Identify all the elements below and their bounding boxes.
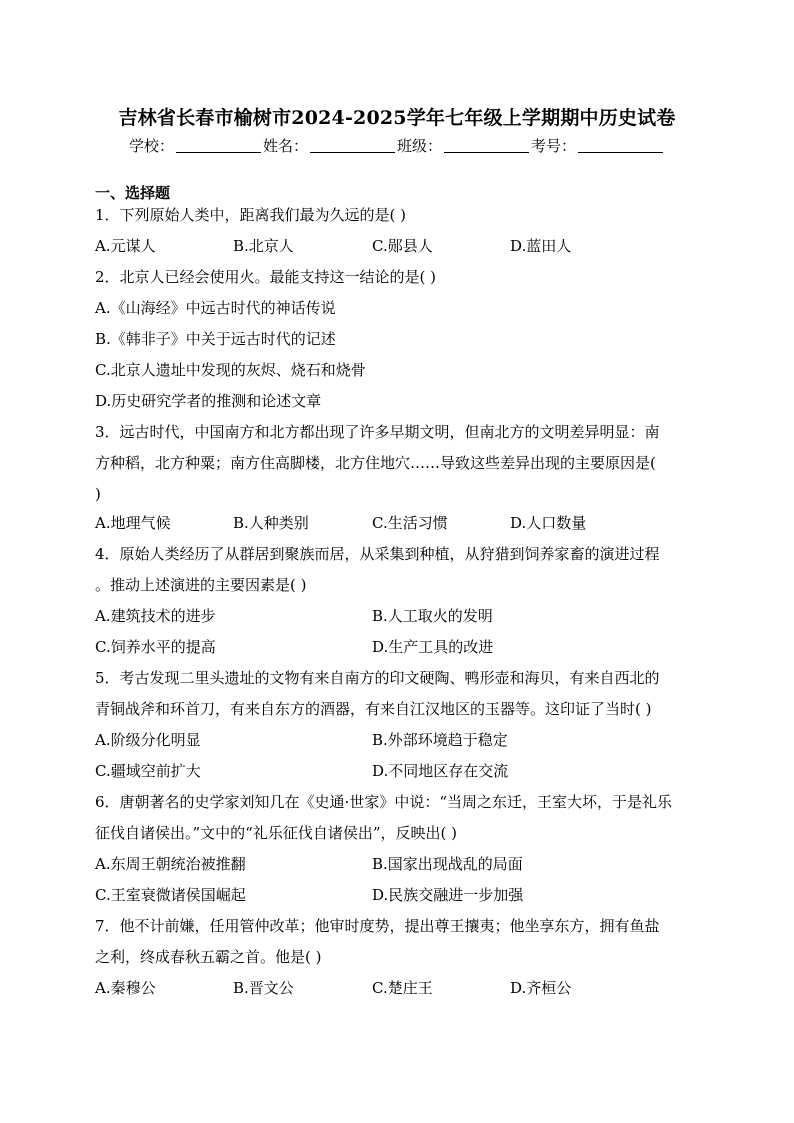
q6-option-b: B.国家出现战乱的局面 <box>372 855 523 873</box>
question-6-stem-line-1: 6．唐朝著名的史学家刘知几在《史通·世家》中说：“当周之东迁，王室大坏，于是礼乐 <box>95 793 672 811</box>
q4-option-c: C.饲养水平的提高 <box>95 638 216 656</box>
q5-option-b: B.外部环境趋于稳定 <box>372 731 508 749</box>
q5-option-c: C.疆域空前扩大 <box>95 762 201 780</box>
school-blank[interactable] <box>176 138 261 153</box>
section-heading: 一、选择题 <box>95 184 171 202</box>
class-label: 班级： <box>397 137 443 155</box>
name-label: 姓名： <box>262 137 308 155</box>
question-5-stem-line-1: 5．考古发现二里头遗址的文物有来自南方的印文硬陶、鸭形壶和海贝，有来自西北的 <box>95 669 660 687</box>
q3-option-a: A.地理气候 <box>95 514 171 532</box>
q7-option-b: B.晋文公 <box>233 979 294 997</box>
q2-option-b: B.《韩非子》中关于远古时代的记述 <box>95 330 336 348</box>
q4-option-d: D.生产工具的改进 <box>372 638 494 656</box>
q1-option-c: C.郧县人 <box>372 237 433 255</box>
q7-option-c: C.楚庄王 <box>372 979 433 997</box>
q6-option-c: C.王室衰微诸侯国崛起 <box>95 886 246 904</box>
question-4-stem-line-1: 4．原始人类经历了从群居到聚族而居，从采集到种植，从狩猎到饲养家畜的演进过程 <box>95 545 660 563</box>
q3-option-b: B.人种类别 <box>233 514 309 532</box>
question-7-stem-line-2: 之利，终成春秋五霸之首。他是( ) <box>95 948 322 966</box>
q5-option-d: D.不同地区存在交流 <box>372 762 509 780</box>
question-4-stem-line-2: 。推动上述演进的主要因素是( ) <box>95 576 307 594</box>
q2-option-a: A.《山海经》中远古时代的神话传说 <box>95 299 336 317</box>
q1-option-b: B.北京人 <box>233 237 294 255</box>
student-info-line <box>0 137 794 155</box>
q4-option-a: A.建筑技术的进步 <box>95 607 216 625</box>
q2-option-c: C.北京人遗址中发现的灰烬、烧石和烧骨 <box>95 361 366 379</box>
question-3-stem-line-2: 方种稻，北方种粟；南方住高脚楼，北方住地穴……导致这些差异出现的主要原因是( <box>95 454 656 472</box>
class-blank[interactable] <box>444 138 529 153</box>
number-blank[interactable] <box>578 138 663 153</box>
name-blank[interactable] <box>310 138 395 153</box>
q3-option-d: D.人口数量 <box>510 514 587 532</box>
q1-option-d: D.蓝田人 <box>510 237 572 255</box>
question-5-stem-line-2: 青铜战斧和环首刀，有来自东方的酒器，有来自江汉地区的玉器等。这印证了当时( ) <box>95 700 652 718</box>
question-1-stem: 1．下列原始人类中，距离我们最为久远的是( ) <box>95 206 407 224</box>
question-6-stem-line-2: 征伐自诸侯出。”文中的“礼乐征伐自诸侯出”，反映出( ) <box>95 824 457 842</box>
q7-option-a: A.秦穆公 <box>95 979 156 997</box>
question-2-stem: 2．北京人已经会使用火。最能支持这一结论的是( ) <box>95 268 437 286</box>
q4-option-b: B.人工取火的发明 <box>372 607 493 625</box>
q7-option-d: D.齐桓公 <box>510 979 572 997</box>
q1-option-a: A.元谋人 <box>95 237 156 255</box>
q6-option-d: D.民族交融进一步加强 <box>372 886 524 904</box>
school-label: 学校： <box>128 137 174 155</box>
question-3-stem-line-3: ) <box>95 485 101 503</box>
q2-option-d: D.历史研究学者的推测和论述文章 <box>95 392 322 410</box>
q5-option-a: A.阶级分化明显 <box>95 731 201 749</box>
number-label: 考号： <box>531 137 577 155</box>
exam-title: 吉林省长春市榆树市2024-2025学年七年级上学期期中历史试卷 <box>118 107 676 129</box>
question-7-stem-line-1: 7．他不计前嫌，任用管仲改革；他审时度势，提出尊王攘夷；他坐享东方，拥有鱼盐 <box>95 917 660 935</box>
q6-option-a: A.东周王朝统治被推翻 <box>95 855 246 873</box>
question-3-stem-line-1: 3．远古时代，中国南方和北方都出现了许多早期文明，但南北方的文明差异明显：南 <box>95 423 660 441</box>
q3-option-c: C.生活习惯 <box>372 514 448 532</box>
